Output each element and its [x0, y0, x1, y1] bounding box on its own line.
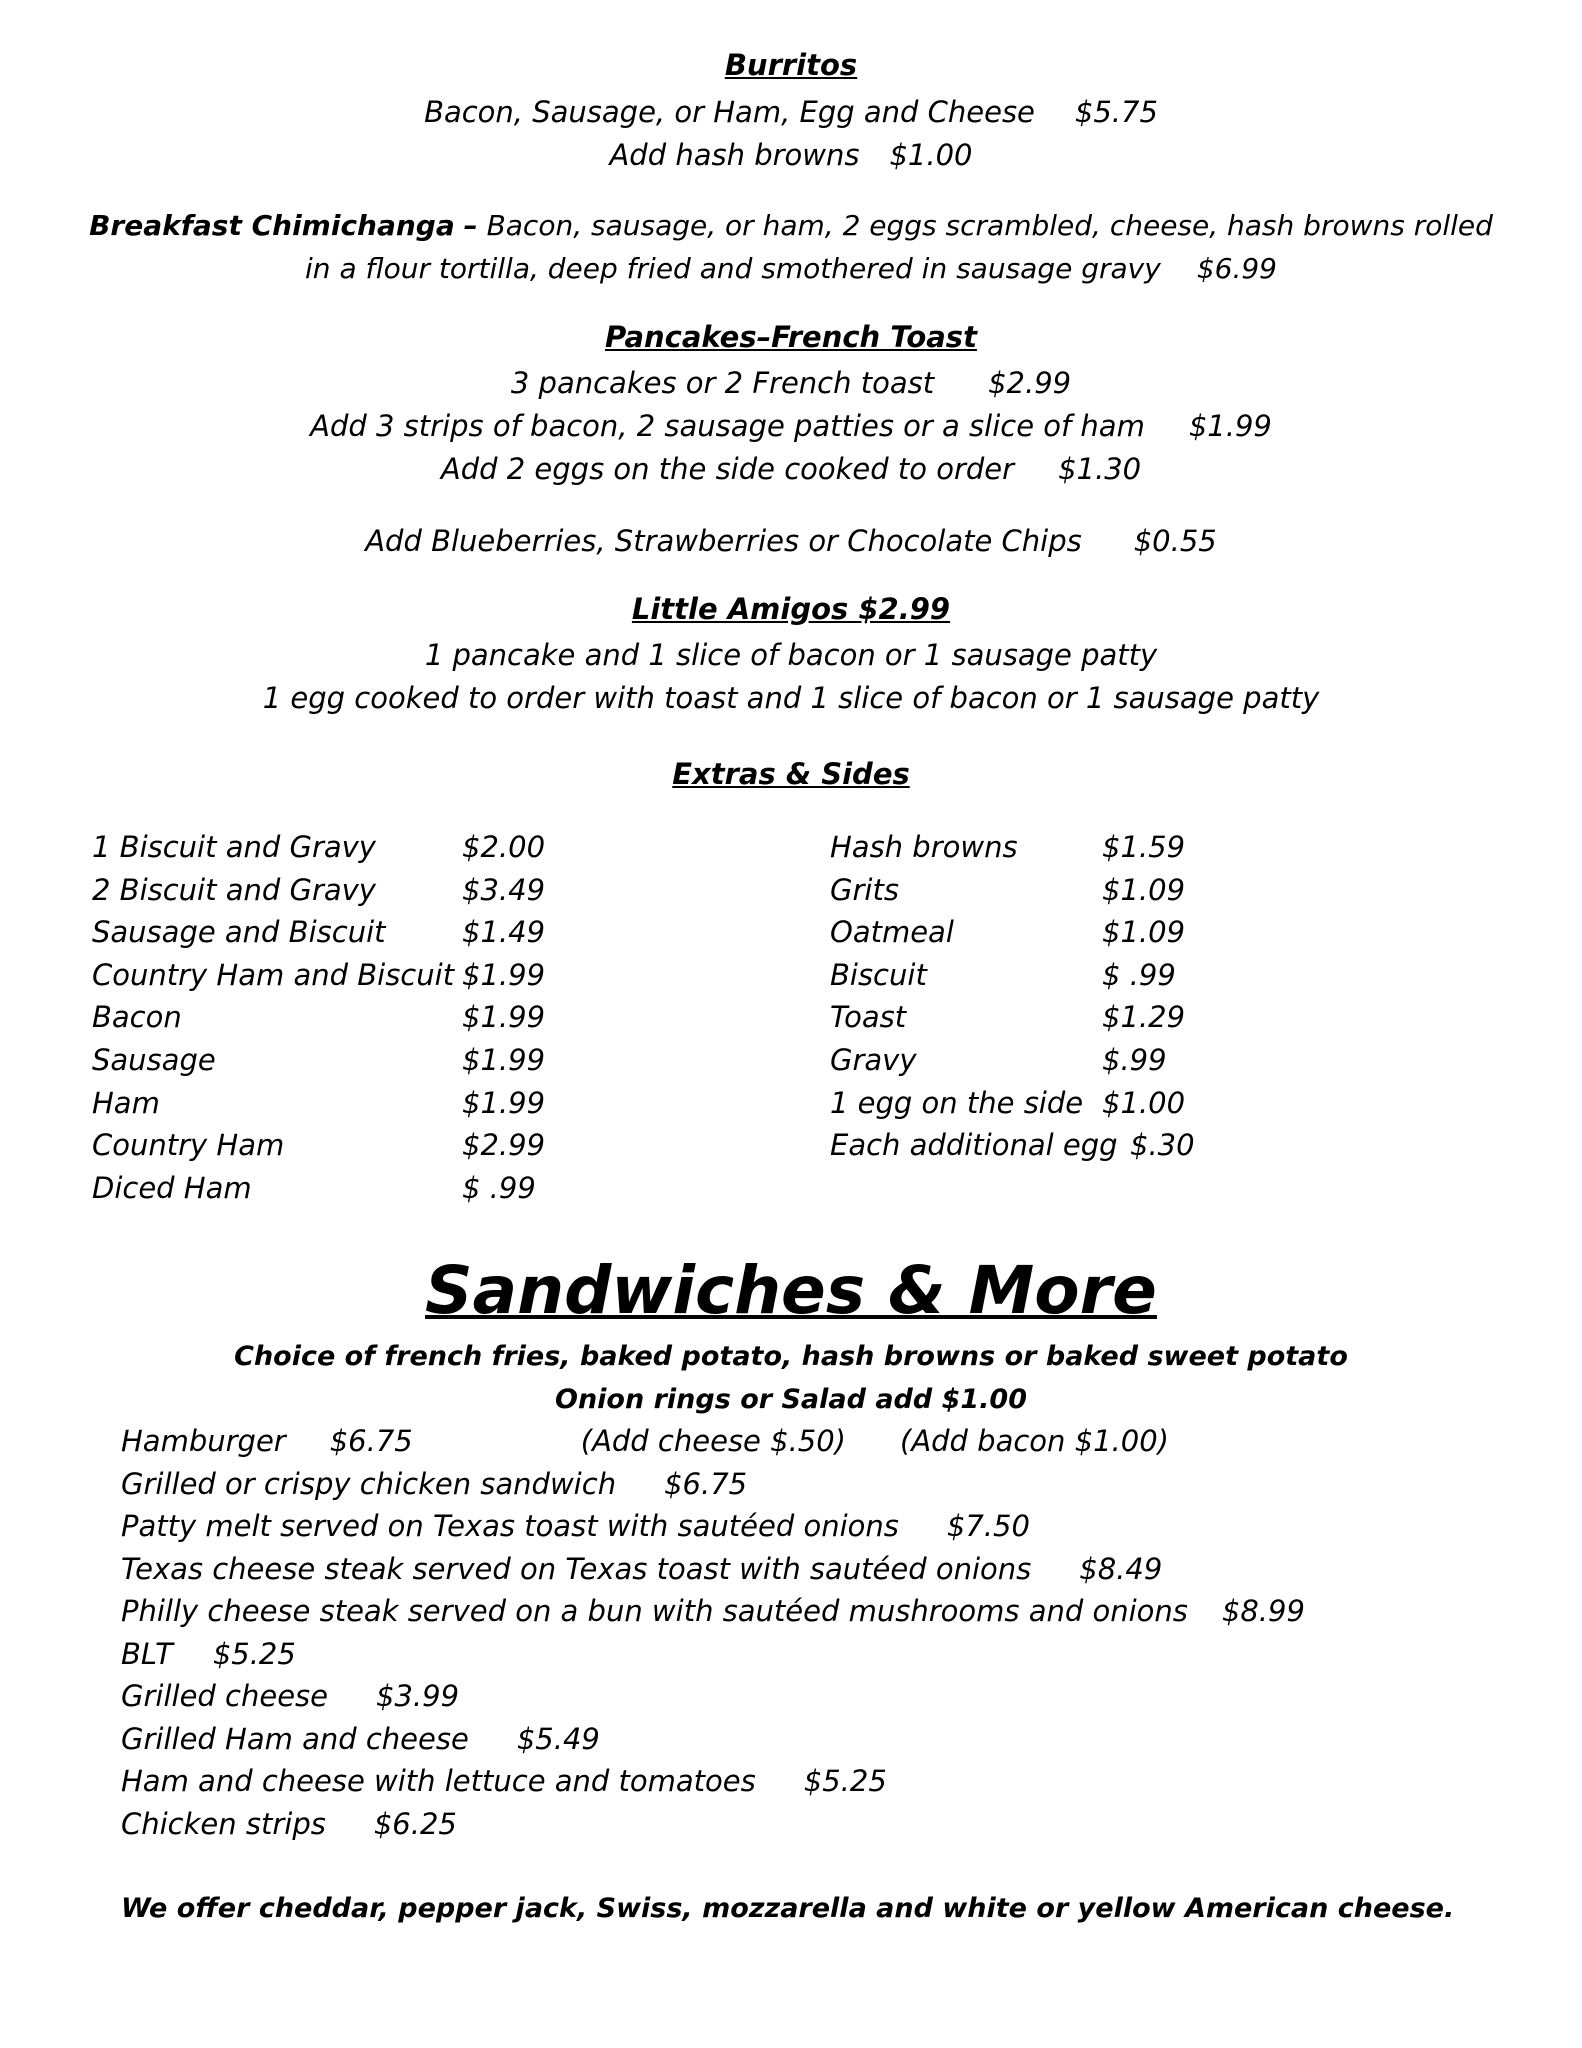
- item-price: $5.75: [1074, 95, 1158, 129]
- little-amigos-heading: Little Amigos $2.99: [631, 592, 951, 626]
- little-amigos-line-1: 1 pancake and 1 slice of bacon or 1 sausage patty: [424, 638, 1158, 672]
- sandwich-item: [121, 1463, 747, 1506]
- item-name: Ham: [92, 1085, 160, 1120]
- item-price: $5.49: [516, 1722, 600, 1756]
- item-price: $1.29: [1102, 1000, 1186, 1035]
- chimichanga-line-2: [0, 248, 1582, 290]
- item-name: Grits: [830, 872, 899, 907]
- burritos-line-2: [0, 134, 1582, 176]
- item-price: $7.50: [946, 1509, 1030, 1543]
- item-text: Bacon, Sausage, or Ham, Egg and Cheese: [424, 95, 1035, 129]
- list-item: [92, 1124, 652, 1167]
- list-item: [92, 911, 652, 954]
- list-item: [92, 996, 652, 1039]
- sandwich-item: [121, 1760, 887, 1803]
- item-name: Each additional egg: [830, 1128, 1118, 1163]
- chimichanga-title: Breakfast Chimichanga: [89, 209, 455, 242]
- add-cheese: (Add cheese $.50): [580, 1424, 846, 1458]
- item-name: Philly cheese steak served on a bun with sautéed mushrooms and onions: [121, 1594, 1188, 1628]
- item-name: Bacon: [92, 1000, 182, 1035]
- chimichanga-desc-2: in a flour tortilla, deep fried and smothered in sausage gravy: [305, 252, 1161, 285]
- item-price: $6.25: [373, 1807, 457, 1841]
- chimichanga-desc-1: Bacon, sausage, or ham, 2 eggs scrambled, cheese, hash browns rolled: [486, 209, 1493, 242]
- item-price: $2.99: [462, 1128, 546, 1163]
- item-price: $1.09: [1102, 872, 1186, 907]
- sandwiches-choice-2: Onion rings or Salad add $1.00: [555, 1384, 1027, 1415]
- item-price: $8.99: [1221, 1594, 1305, 1628]
- item-price: $1.30: [1058, 452, 1142, 486]
- item-name: 1 egg on the side: [830, 1085, 1084, 1120]
- sandwich-item: [121, 1590, 1305, 1633]
- burritos-line-1: [0, 91, 1582, 133]
- item-price: $.99: [1102, 1042, 1167, 1077]
- item-price: $1.99: [462, 1000, 546, 1035]
- item-name: Sausage: [92, 1042, 216, 1077]
- item-price: $3.49: [462, 872, 546, 907]
- chimichanga-line-1: [0, 205, 1582, 247]
- list-item: [92, 1039, 652, 1082]
- sandwich-item: [121, 1675, 459, 1718]
- sandwich-item: [121, 1803, 457, 1846]
- list-item: [830, 996, 1330, 1039]
- extras-right-column: [830, 826, 1330, 1167]
- item-price: $1.49: [462, 915, 546, 950]
- item-price: $ .99: [1102, 957, 1176, 992]
- pancakes-item-3: [0, 448, 1582, 490]
- item-name: Country Ham: [92, 1128, 285, 1163]
- sandwich-item: [121, 1505, 1030, 1548]
- sandwich-item: [121, 1633, 296, 1676]
- sandwich-item: [121, 1548, 1162, 1591]
- item-price: $3.99: [376, 1679, 460, 1713]
- item-name: 2 Biscuit and Gravy: [92, 872, 376, 907]
- list-item: [830, 826, 1330, 869]
- item-name: Grilled Ham and cheese: [121, 1722, 469, 1756]
- extras-heading: Extras & Sides: [672, 757, 910, 791]
- item-name: Texas cheese steak served on Texas toast with sautéed onions: [121, 1552, 1032, 1586]
- list-item: [92, 826, 652, 869]
- item-price: $1.00: [1102, 1085, 1186, 1120]
- pancakes-item-1: [0, 362, 1582, 404]
- sandwich-item: [121, 1846, 169, 1889]
- item-price: $1.99: [462, 957, 546, 992]
- item-name: Diced Ham: [92, 1170, 252, 1205]
- little-amigos-line-2: 1 egg cooked to order with toast and 1 slice of bacon or 1 sausage patty: [262, 681, 1320, 715]
- item-price: $6.75: [329, 1424, 413, 1458]
- list-item: [92, 1167, 652, 1210]
- item-price: $1.09: [1102, 915, 1186, 950]
- item-price: $1.59: [1102, 830, 1186, 864]
- item-price: $8.49: [1079, 1552, 1163, 1586]
- pancakes-addon: [0, 520, 1582, 562]
- item-name: Patty melt served on Texas toast with sautéed onions: [121, 1509, 899, 1543]
- item-price: $1.99: [462, 1042, 546, 1077]
- item-name: Grilled cheese: [121, 1679, 328, 1713]
- item-name: BLT: [121, 1637, 173, 1671]
- list-item: [830, 869, 1330, 912]
- item-text: 3 pancakes or 2 French toast: [510, 366, 935, 400]
- list-item: [830, 954, 1330, 997]
- chimichanga-price: $6.99: [1196, 252, 1277, 285]
- list-item: [830, 1124, 1330, 1167]
- item-price: $2.00: [462, 830, 546, 864]
- list-item: [830, 911, 1330, 954]
- pancakes-heading: Pancakes–French Toast: [605, 320, 977, 354]
- item-text: Add hash browns: [609, 138, 860, 172]
- item-price: $1.99: [462, 1085, 546, 1120]
- sandwich-hamburger: [121, 1420, 1169, 1463]
- pancakes-item-2: [0, 405, 1582, 447]
- add-bacon: (Add bacon $1.00): [900, 1424, 1169, 1458]
- item-price: $2.99: [988, 366, 1072, 400]
- item-name: 1 Biscuit and Gravy: [92, 830, 376, 864]
- item-name: Hamburger: [121, 1424, 286, 1458]
- list-item: [92, 869, 652, 912]
- chimichanga-dash: –: [463, 209, 478, 242]
- item-name: Hash browns: [830, 830, 1018, 864]
- extras-left-column: [92, 826, 652, 1209]
- item-text: Add Blueberries, Strawberries or Chocolate Chips: [365, 524, 1082, 558]
- item-name: Biscuit: [830, 957, 927, 992]
- item-name: Ham and cheese with lettuce and tomatoes: [121, 1764, 756, 1798]
- sandwich-item: [121, 1718, 600, 1761]
- item-text: Add 3 strips of bacon, 2 sausage patties or a slice of ham: [310, 409, 1145, 443]
- item-price: $6.75: [664, 1467, 748, 1501]
- item-price: $1.99: [1188, 409, 1272, 443]
- item-price: $.30: [1130, 1128, 1195, 1163]
- item-text: Add 2 eggs on the side cooked to order: [440, 452, 1015, 486]
- item-price: $5.25: [212, 1637, 296, 1671]
- item-price: $5.25: [803, 1764, 887, 1798]
- cheese-note: We offer cheddar, pepper jack, Swiss, mozzarella and white or yellow American cheese.: [121, 1893, 1455, 1924]
- list-item: [830, 1082, 1330, 1125]
- sandwiches-title: Sandwiches & More: [425, 1252, 1157, 1329]
- burritos-heading: Burritos: [724, 48, 858, 82]
- list-item: [92, 1082, 652, 1125]
- item-name: Sausage and Biscuit: [92, 915, 386, 950]
- item-price: $ .99: [462, 1170, 536, 1205]
- sandwiches-choice-1: Choice of french fries, baked potato, hash browns or baked sweet potato: [234, 1341, 1348, 1372]
- item-price: $1.00: [889, 138, 973, 172]
- item-name: Gravy: [830, 1042, 917, 1077]
- item-name: Country Ham and Biscuit: [92, 957, 455, 992]
- item-name: Grilled or crispy chicken sandwich: [121, 1467, 617, 1501]
- list-item: [830, 1039, 1330, 1082]
- item-name: Chicken strips: [121, 1807, 326, 1841]
- list-item: [92, 954, 652, 997]
- item-price: $0.55: [1133, 524, 1217, 558]
- item-name: Toast: [830, 1000, 907, 1035]
- item-name: Oatmeal: [830, 915, 954, 950]
